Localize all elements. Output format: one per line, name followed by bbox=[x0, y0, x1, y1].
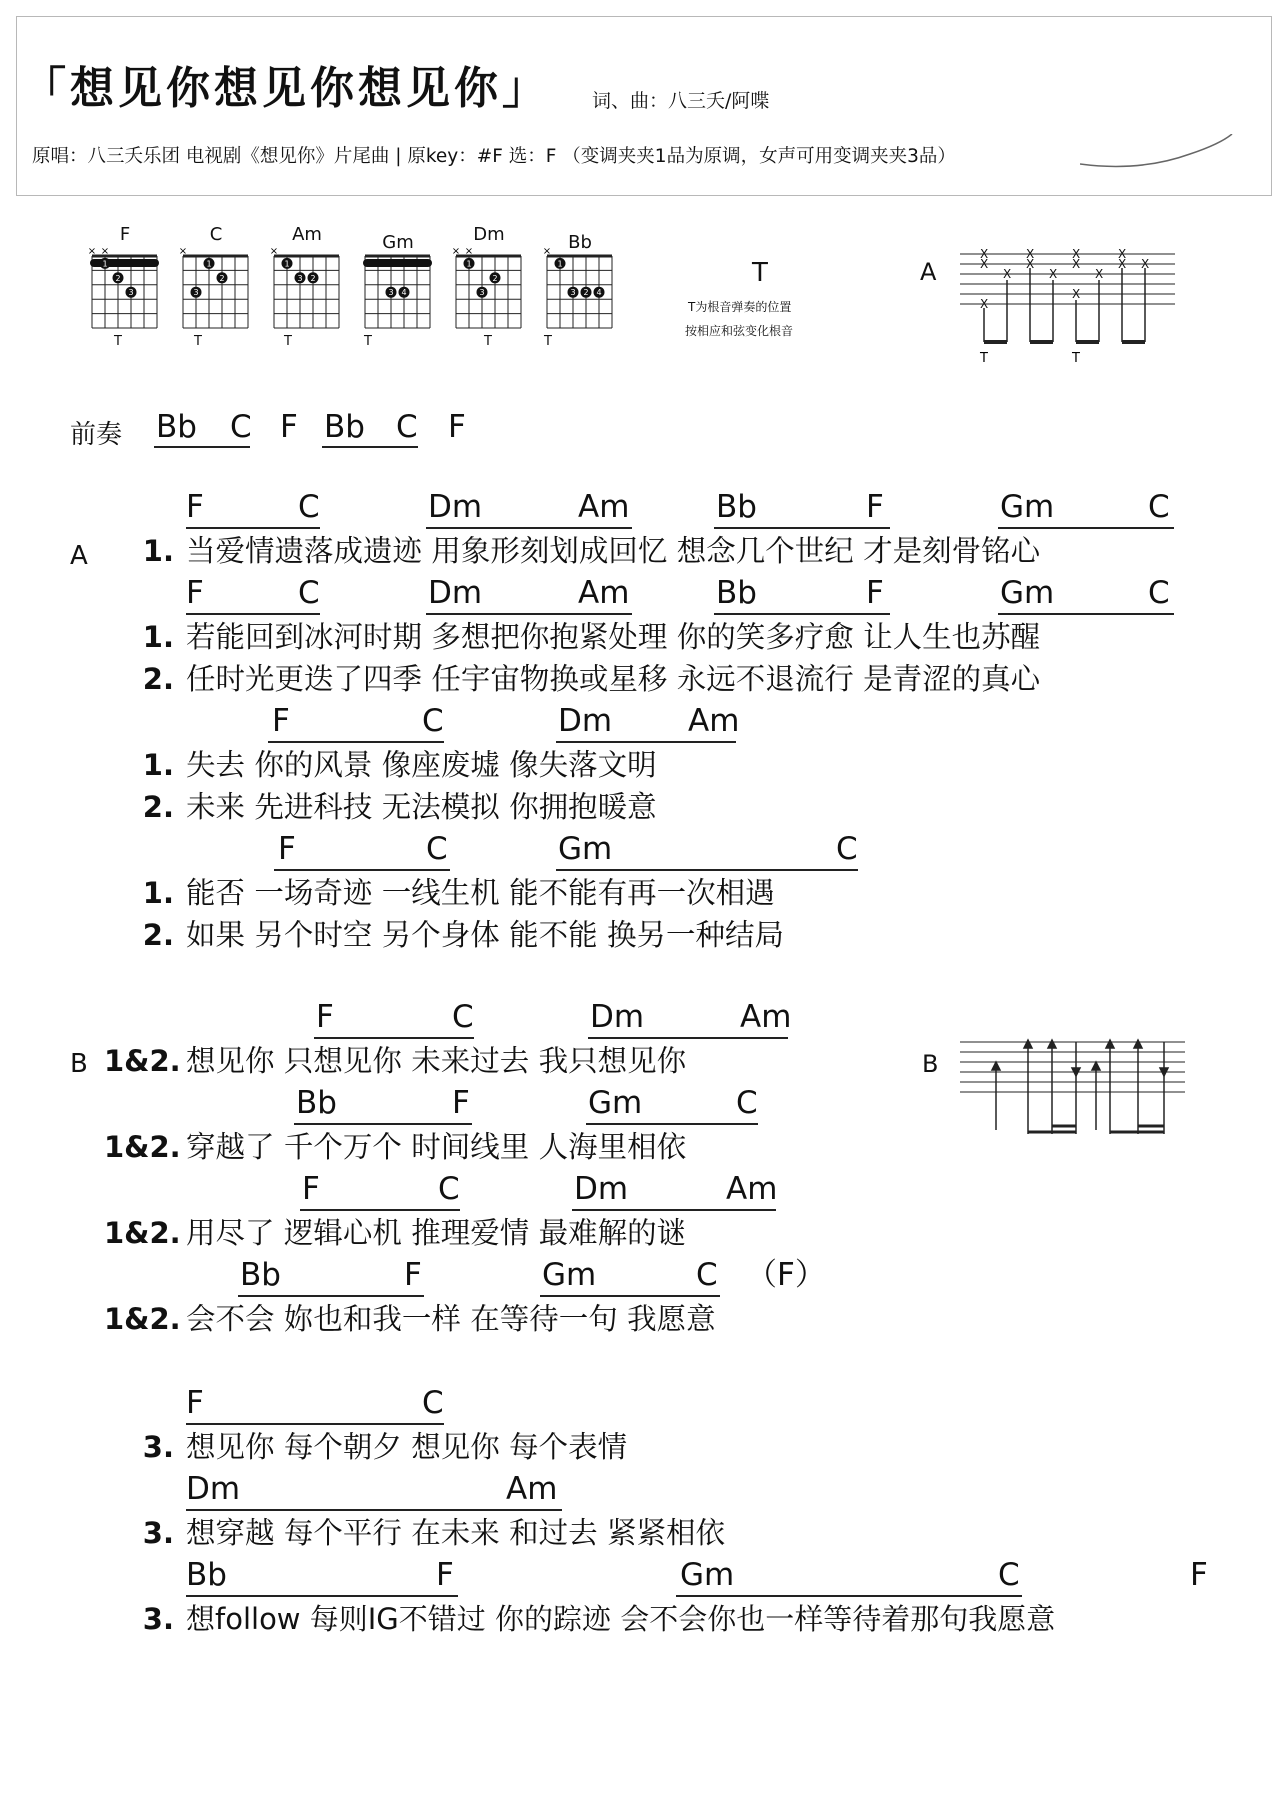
section-label-b: B bbox=[70, 1049, 88, 1079]
chord-underline bbox=[274, 869, 450, 871]
chord: C bbox=[298, 489, 320, 525]
chord-underline bbox=[998, 527, 1174, 529]
diagram-name-bb: Bb bbox=[568, 232, 592, 253]
decorative-swoosh bbox=[1080, 134, 1240, 174]
svg-text:X: X bbox=[1118, 247, 1127, 261]
chord: Am bbox=[688, 703, 740, 739]
chord: F bbox=[452, 1085, 470, 1121]
diagram-name-dm: Dm bbox=[473, 224, 505, 245]
chord-underline bbox=[268, 741, 444, 743]
chord: F bbox=[278, 831, 296, 867]
verse-number: 2. bbox=[142, 918, 174, 952]
pattern-b-label: B bbox=[922, 1050, 939, 1078]
lyric-line: 未来 先进科技 无法模拟 你拥抱暖意 bbox=[186, 790, 657, 824]
lyric-line: 当爱情遗落成遗迹 用象形刻划成回忆 想念几个世纪 才是刻骨铭心 bbox=[186, 534, 1041, 568]
verse-number: 1. bbox=[142, 876, 174, 910]
verse-number: 1&2. bbox=[104, 1044, 181, 1078]
svg-text:3: 3 bbox=[297, 273, 303, 283]
chord: C bbox=[298, 575, 320, 611]
chord-underline bbox=[588, 1037, 788, 1039]
diagram-name-f: F bbox=[119, 224, 131, 245]
intro-chord: F bbox=[448, 409, 466, 445]
chord: C bbox=[438, 1171, 460, 1207]
svg-text:×: × bbox=[269, 246, 279, 257]
chord-underline bbox=[300, 1209, 460, 1211]
chord-underline bbox=[294, 1123, 472, 1125]
lyric-line: 用尽了 逻辑心机 推理爱情 最难解的谜 bbox=[186, 1216, 687, 1250]
chord: C bbox=[836, 831, 858, 867]
chord: Gm bbox=[588, 1085, 643, 1121]
section-label-a: A bbox=[70, 541, 88, 571]
svg-text:×: × bbox=[542, 246, 552, 257]
svg-text:1: 1 bbox=[102, 259, 108, 269]
strum-pattern-a bbox=[960, 246, 1180, 366]
svg-text:1: 1 bbox=[284, 259, 290, 269]
svg-text:3: 3 bbox=[388, 288, 394, 298]
diagram-name-am: Am bbox=[292, 224, 322, 245]
lyric-line: 想follow 每则IG不错过 你的踪迹 会不会你也一样等待着那句我愿意 bbox=[186, 1602, 1056, 1636]
intro-underline bbox=[154, 446, 250, 448]
lyric-line: 想穿越 每个平行 在未来 和过去 紧紧相依 bbox=[186, 1516, 726, 1550]
verse-number: 1. bbox=[142, 620, 174, 654]
chord: Dm bbox=[574, 1171, 629, 1207]
t-legend-line1: T为根音弹奏的位置 bbox=[688, 300, 792, 314]
chord: Am bbox=[578, 575, 630, 611]
lyric-line: 若能回到冰河时期 多想把你抱紧处理 你的笑多疗愈 让人生也苏醒 bbox=[186, 620, 1041, 654]
chord-underline bbox=[314, 1037, 474, 1039]
chord-underline bbox=[186, 1595, 458, 1597]
verse-number: 1&2. bbox=[104, 1216, 181, 1250]
svg-text:×: × bbox=[451, 246, 461, 257]
svg-text:1: 1 bbox=[206, 259, 212, 269]
svg-text:2: 2 bbox=[219, 273, 225, 283]
chord-underline bbox=[998, 613, 1174, 615]
chord: C bbox=[1148, 575, 1170, 611]
intro-underline bbox=[322, 446, 418, 448]
svg-text:4: 4 bbox=[401, 288, 407, 298]
svg-text:4: 4 bbox=[596, 288, 602, 298]
chord: Gm bbox=[558, 831, 613, 867]
chord: Bb bbox=[296, 1085, 337, 1121]
chord: Gm bbox=[542, 1257, 597, 1293]
verse-number: 1. bbox=[142, 748, 174, 782]
svg-text:X: X bbox=[1072, 287, 1081, 301]
pattern-a-t2: T bbox=[1072, 351, 1080, 366]
t-legend-line2: 按相应和弦变化根音 bbox=[685, 324, 794, 338]
chord-underline bbox=[714, 613, 890, 615]
chord: Dm bbox=[186, 1471, 241, 1507]
chord-diagram-grids bbox=[80, 246, 640, 346]
svg-text:3: 3 bbox=[479, 288, 485, 298]
chord: Am bbox=[578, 489, 630, 525]
t-mark-am: T bbox=[284, 334, 292, 349]
strum-pattern-b bbox=[960, 1034, 1190, 1144]
chord: Dm bbox=[428, 489, 483, 525]
chord: Am bbox=[506, 1471, 558, 1507]
lyric-line: 能否 一场奇迹 一线生机 能不能有再一次相遇 bbox=[186, 876, 775, 910]
chord: C bbox=[426, 831, 448, 867]
chord-underline bbox=[238, 1295, 424, 1297]
chord-underline bbox=[426, 613, 632, 615]
verse-number: 3. bbox=[142, 1516, 174, 1550]
diagram-name-c: C bbox=[209, 224, 223, 245]
verse-number: 2. bbox=[142, 790, 174, 824]
t-legend-letter: T bbox=[752, 258, 768, 288]
pattern-a-t1: T bbox=[980, 351, 988, 366]
svg-text:2: 2 bbox=[492, 273, 498, 283]
svg-text:×: × bbox=[100, 246, 110, 257]
chord-underline bbox=[426, 527, 632, 529]
lyric-line: 任时光更迭了四季 任宇宙物换或星移 永远不退流行 是青涩的真心 bbox=[186, 662, 1041, 696]
song-info: 原唱：八三夭乐团 电视剧《想见你》片尾曲 | 原key：#F 选：F （变调夹夹1品为原调，女声可用变调夹夹3品） bbox=[32, 146, 956, 167]
verse-number: 1. bbox=[142, 534, 174, 568]
chord: C bbox=[1148, 489, 1170, 525]
svg-text:X: X bbox=[1049, 267, 1058, 281]
chord: F bbox=[316, 999, 334, 1035]
chord-underline bbox=[676, 1595, 1022, 1597]
chord: F bbox=[404, 1257, 422, 1293]
svg-text:X: X bbox=[980, 297, 989, 311]
svg-text:×: × bbox=[464, 246, 474, 257]
svg-text:X: X bbox=[1026, 247, 1035, 261]
chord: Gm bbox=[1000, 489, 1055, 525]
intro-chord: C bbox=[396, 409, 418, 445]
svg-text:X: X bbox=[1072, 247, 1081, 261]
chord: F bbox=[436, 1557, 454, 1593]
chord: Dm bbox=[590, 999, 645, 1035]
svg-text:2: 2 bbox=[115, 273, 121, 283]
intro-chord: Bb bbox=[324, 409, 365, 445]
t-mark-dm: T bbox=[484, 334, 492, 349]
svg-text:2: 2 bbox=[583, 288, 589, 298]
svg-text:3: 3 bbox=[193, 288, 199, 298]
verse-number: 1&2. bbox=[104, 1130, 181, 1164]
chord-underline bbox=[572, 1209, 776, 1211]
svg-text:×: × bbox=[178, 246, 188, 257]
svg-text:X: X bbox=[1026, 257, 1035, 271]
chord: F bbox=[186, 1385, 204, 1421]
intro-chord: Bb bbox=[156, 409, 197, 445]
chord: C bbox=[696, 1257, 718, 1293]
verse-number: 1&2. bbox=[104, 1302, 181, 1336]
svg-text:X: X bbox=[1095, 267, 1104, 281]
chord: Bb bbox=[240, 1257, 281, 1293]
chord-underline bbox=[586, 1123, 758, 1125]
verse-number: 3. bbox=[142, 1430, 174, 1464]
chord: F bbox=[866, 489, 884, 525]
chord-underline bbox=[714, 527, 890, 529]
chord: Gm bbox=[680, 1557, 735, 1593]
chord-underline bbox=[540, 1295, 720, 1297]
lyric-line: 想见你 只想见你 未来过去 我只想见你 bbox=[186, 1044, 687, 1078]
chord: F bbox=[866, 575, 884, 611]
t-mark-bb: T bbox=[544, 334, 552, 349]
chord: Am bbox=[740, 999, 792, 1035]
intro-label: 前奏 bbox=[70, 420, 123, 450]
svg-text:2: 2 bbox=[310, 273, 316, 283]
svg-text:X: X bbox=[980, 257, 989, 271]
intro-chord: F bbox=[280, 409, 298, 445]
intro-chord: C bbox=[230, 409, 252, 445]
lyric-line: 想见你 每个朝夕 想见你 每个表情 bbox=[186, 1430, 628, 1464]
svg-text:1: 1 bbox=[466, 259, 472, 269]
chord: F bbox=[186, 575, 204, 611]
svg-text:3: 3 bbox=[128, 288, 134, 298]
t-mark-f: T bbox=[114, 334, 122, 349]
svg-text:X: X bbox=[1003, 267, 1012, 281]
t-mark-gm: T bbox=[364, 334, 372, 349]
svg-text:X: X bbox=[1118, 257, 1127, 271]
pattern-a-label: A bbox=[920, 258, 937, 286]
svg-text:X: X bbox=[1141, 257, 1150, 271]
chord-underline bbox=[186, 1509, 562, 1511]
svg-text:X: X bbox=[980, 247, 989, 261]
svg-text:X: X bbox=[1072, 257, 1081, 271]
chord-underline bbox=[186, 613, 320, 615]
t-mark-c: T bbox=[194, 334, 202, 349]
chord: Gm bbox=[1000, 575, 1055, 611]
diagram-name-gm: Gm bbox=[382, 232, 414, 253]
chord: F bbox=[186, 489, 204, 525]
chord: Bb bbox=[186, 1557, 227, 1593]
verse-number: 3. bbox=[142, 1602, 174, 1636]
chord: Dm bbox=[428, 575, 483, 611]
song-title: 「想见你想见你想见你」 bbox=[22, 63, 550, 114]
verse-number: 2. bbox=[142, 662, 174, 696]
chord: C bbox=[998, 1557, 1020, 1593]
chord: C bbox=[422, 1385, 444, 1421]
svg-text:1: 1 bbox=[557, 259, 563, 269]
lyric-line: 失去 你的风景 像座废墟 像失落文明 bbox=[186, 748, 657, 782]
chord-underline bbox=[556, 869, 858, 871]
chord: Bb bbox=[716, 489, 757, 525]
chord-underline bbox=[186, 1423, 444, 1425]
chord: Bb bbox=[716, 575, 757, 611]
chord: C bbox=[452, 999, 474, 1035]
chord: F bbox=[302, 1171, 320, 1207]
lyric-line: 穿越了 千个万个 时间线里 人海里相依 bbox=[186, 1130, 687, 1164]
chord-underline bbox=[556, 741, 736, 743]
chord: C bbox=[736, 1085, 758, 1121]
svg-text:3: 3 bbox=[570, 288, 576, 298]
lyric-line: 会不会 妳也和我一样 在等待一句 我愿意 bbox=[186, 1302, 716, 1336]
chord-underline bbox=[186, 527, 320, 529]
chord: C bbox=[422, 703, 444, 739]
chord: Dm bbox=[558, 703, 613, 739]
chord: F bbox=[272, 703, 290, 739]
svg-text:×: × bbox=[87, 246, 97, 257]
chord-optional: （F） bbox=[746, 1257, 826, 1293]
lyric-line: 如果 另个时空 另个身体 能不能 换另一种结局 bbox=[186, 918, 785, 952]
song-credits: 词、曲：八三夭/阿喋 bbox=[592, 90, 770, 112]
chord: Am bbox=[726, 1171, 778, 1207]
chord: F bbox=[1190, 1557, 1208, 1593]
